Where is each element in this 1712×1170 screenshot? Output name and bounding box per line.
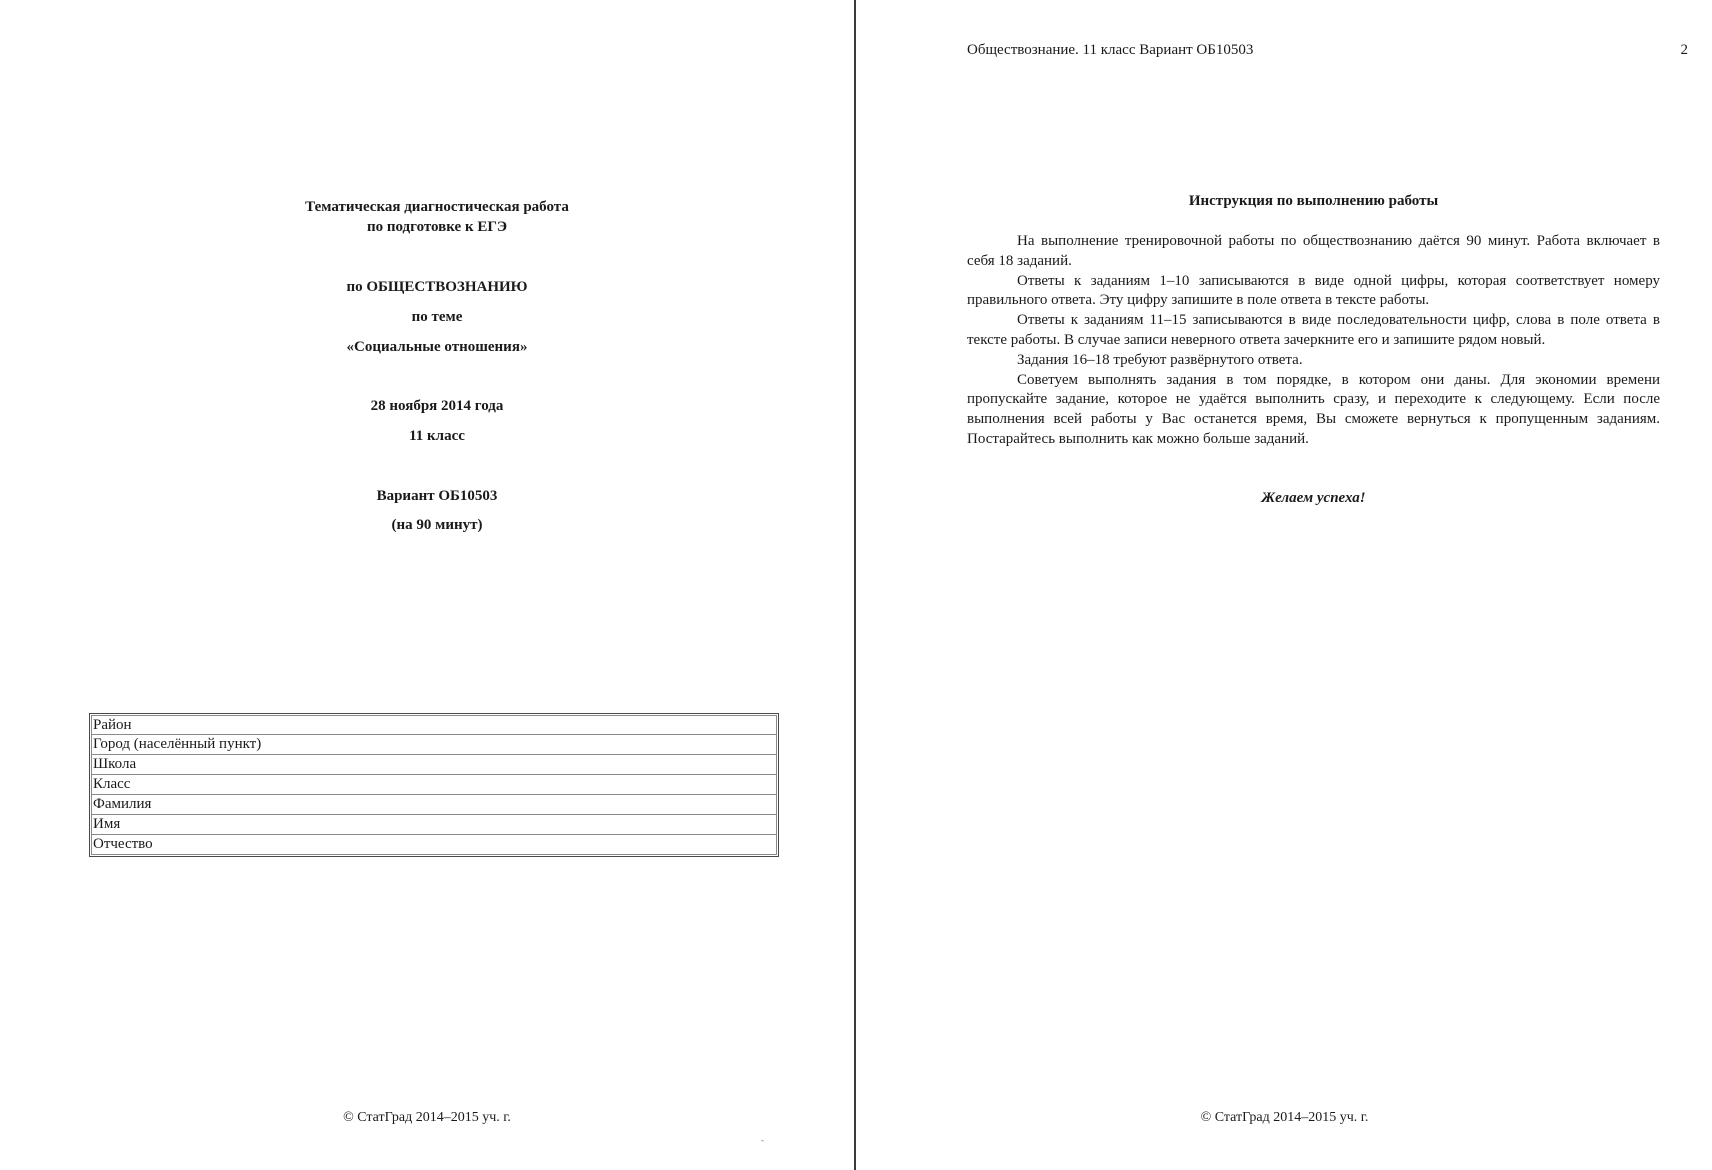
form-field-surname[interactable]: Фамилия xyxy=(91,795,777,815)
running-header: Обществознание. 11 класс Вариант ОБ10503 xyxy=(967,42,1254,58)
form-field-school[interactable]: Школа xyxy=(91,755,777,775)
page-left xyxy=(0,0,854,1170)
instruction-paragraph-1: На выполнение тренировочной работы по обществознанию даётся 90 минут. Работа включает в себя 18 заданий. xyxy=(967,233,1660,269)
closing-wish: Желаем успеха! xyxy=(1261,490,1366,506)
exam-date: 28 ноября 2014 года xyxy=(370,398,504,414)
form-field-name[interactable]: Имя xyxy=(91,815,777,835)
instruction-paragraph-2: Ответы к заданиям 1–10 записываются в виде одной цифры, которая соответствует номеру правильного ответа. Эту цифру запишите в поле ответа в тексте работы. xyxy=(967,272,1660,309)
grade: 11 класс xyxy=(409,428,465,444)
instruction-title: Инструкция по выполнению работы xyxy=(1188,193,1439,209)
instruction-body xyxy=(967,232,1660,450)
form-field-patronymic[interactable]: Отчество xyxy=(91,835,777,855)
page-divider xyxy=(854,0,856,1170)
instruction-paragraph-4: Задания 16–18 требуют развёрнутого ответа. xyxy=(1017,351,1303,368)
topic: «Социальные отношения» xyxy=(346,339,528,355)
subject: по ОБЩЕСТВОЗНАНИЮ xyxy=(346,279,528,295)
small-mark: - xyxy=(761,1135,764,1145)
footer-left: © СтатГрад 2014–2015 уч. г. xyxy=(343,1110,511,1125)
page-number: 2 xyxy=(1680,42,1688,58)
page-right xyxy=(857,0,1712,1170)
form-field-city[interactable]: Город (населённый пункт) xyxy=(91,735,777,755)
form-field-district[interactable]: Район xyxy=(91,715,777,735)
variant: Вариант ОБ10503 xyxy=(376,488,498,504)
duration: (на 90 минут) xyxy=(391,517,483,533)
form-field-class[interactable]: Класс xyxy=(91,775,777,795)
title-line-1: Тематическая диагностическая работа xyxy=(305,199,569,215)
student-info-form xyxy=(89,713,779,857)
title-block xyxy=(87,197,787,237)
topic-label: по теме xyxy=(411,309,463,325)
footer-right: © СтатГрад 2014–2015 уч. г. xyxy=(1200,1110,1369,1125)
instruction-paragraph-3: Ответы к заданиям 11–15 записываются в виде последовательности цифр, слова в поле ответа в тексте работы. В случае записи неверного ответа зачеркните его и запишите рядом новый. xyxy=(967,312,1660,348)
instruction-paragraph-5: Советуем выполнять задания в том порядке, в котором они даны. Для экономии времени пропускайте задание, которое не удаётся выполнить сразу, и переходите к следующему. Если после выполнения всей работы у Вас останется время, Вы сможете вернуться к пропущенным заданиям. Постарайтесь выполнить как можно больше заданий. xyxy=(967,371,1660,447)
title-line-2: по подготовке к ЕГЭ xyxy=(366,219,508,235)
